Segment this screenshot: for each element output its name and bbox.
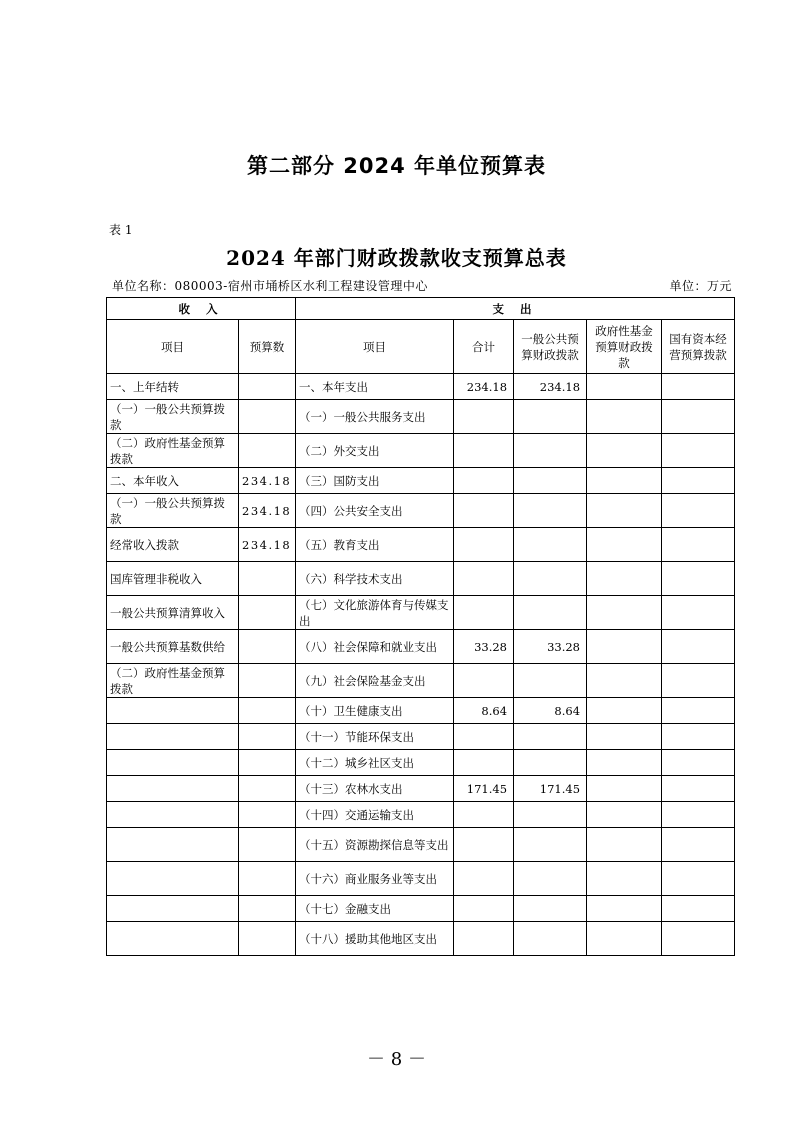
income-item-cell: [107, 776, 239, 802]
income-item-cell: 二、本年收入: [107, 468, 239, 494]
general-budget-cell: [514, 494, 587, 528]
income-item-cell: [107, 698, 239, 724]
unit-label: 单位：万元: [669, 279, 732, 293]
total-cell: [454, 828, 514, 862]
gov-fund-cell: [587, 528, 662, 562]
col-header-expense-item: 项目: [296, 320, 454, 374]
general-budget-cell: [514, 922, 587, 956]
gov-fund-cell: [587, 896, 662, 922]
income-item-cell: [107, 724, 239, 750]
header-row-columns: [107, 320, 735, 374]
state-capital-cell: [662, 434, 735, 468]
income-amount-cell: 234.18: [239, 494, 296, 528]
total-cell: 33.28: [454, 630, 514, 664]
state-capital-cell: [662, 596, 735, 630]
income-amount-cell: [239, 562, 296, 596]
general-budget-cell: [514, 562, 587, 596]
state-capital-cell: [662, 400, 735, 434]
gov-fund-cell: [587, 750, 662, 776]
income-amount-cell: [239, 802, 296, 828]
income-item-cell: （二）政府性基金预算拨款: [107, 664, 239, 698]
income-item-cell: [107, 828, 239, 862]
state-capital-cell: [662, 802, 735, 828]
income-item-cell: [107, 862, 239, 896]
general-budget-cell: [514, 664, 587, 698]
expense-item-cell: （六）科学技术支出: [296, 562, 454, 596]
table-row: [107, 468, 735, 494]
expense-header: 支 出: [296, 298, 735, 320]
gov-fund-cell: [587, 400, 662, 434]
income-item-cell: [107, 922, 239, 956]
general-budget-cell: 8.64: [514, 698, 587, 724]
col-header-general-budget: 一般公共预算财政拨款: [514, 320, 587, 374]
expense-item-cell: （五）教育支出: [296, 528, 454, 562]
expense-item-cell: （八）社会保障和就业支出: [296, 630, 454, 664]
table-row: [107, 896, 735, 922]
state-capital-cell: [662, 664, 735, 698]
state-capital-cell: [662, 562, 735, 596]
income-amount-cell: [239, 374, 296, 400]
expense-item-cell: （十六）商业服务业等支出: [296, 862, 454, 896]
expense-item-cell: （十二）城乡社区支出: [296, 750, 454, 776]
general-budget-cell: [514, 596, 587, 630]
table-row: [107, 494, 735, 528]
total-cell: [454, 802, 514, 828]
table-row: [107, 434, 735, 468]
income-amount-cell: [239, 724, 296, 750]
expense-item-cell: （十八）援助其他地区支出: [296, 922, 454, 956]
general-budget-cell: [514, 828, 587, 862]
state-capital-cell: [662, 630, 735, 664]
col-header-total: 合计: [454, 320, 514, 374]
general-budget-cell: 234.18: [514, 374, 587, 400]
total-cell: 234.18: [454, 374, 514, 400]
total-cell: [454, 922, 514, 956]
gov-fund-cell: [587, 494, 662, 528]
total-cell: [454, 434, 514, 468]
state-capital-cell: [662, 828, 735, 862]
table-row: [107, 374, 735, 400]
income-amount-cell: [239, 698, 296, 724]
gov-fund-cell: [587, 922, 662, 956]
state-capital-cell: [662, 724, 735, 750]
table-row: [107, 664, 735, 698]
expense-item-cell: （十五）资源勘探信息等支出: [296, 828, 454, 862]
income-amount-cell: [239, 664, 296, 698]
table-row: [107, 776, 735, 802]
expense-item-cell: （四）公共安全支出: [296, 494, 454, 528]
table-row: [107, 750, 735, 776]
budget-table: [106, 297, 735, 956]
expense-item-cell: （九）社会保险基金支出: [296, 664, 454, 698]
income-item-cell: 国库管理非税收入: [107, 562, 239, 596]
section-title: 第二部分 2024 年单位预算表: [246, 154, 547, 178]
expense-item-cell: （十）卫生健康支出: [296, 698, 454, 724]
header-row-group: [107, 298, 735, 320]
gov-fund-cell: [587, 434, 662, 468]
col-header-income-item: 项目: [107, 320, 239, 374]
total-cell: [454, 562, 514, 596]
gov-fund-cell: [587, 596, 662, 630]
total-cell: [454, 724, 514, 750]
income-amount-cell: [239, 862, 296, 896]
total-cell: 8.64: [454, 698, 514, 724]
income-amount-cell: [239, 400, 296, 434]
income-item-cell: 经常收入拨款: [107, 528, 239, 562]
unit-name: 单位名称：080003-宿州市埇桥区水利工程建设管理中心: [112, 279, 428, 293]
income-item-cell: [107, 896, 239, 922]
income-header: 收 入: [107, 298, 296, 320]
state-capital-cell: [662, 922, 735, 956]
income-item-cell: [107, 802, 239, 828]
income-amount-cell: [239, 750, 296, 776]
state-capital-cell: [662, 750, 735, 776]
gov-fund-cell: [587, 664, 662, 698]
income-amount-cell: 234.18: [239, 528, 296, 562]
col-header-gov-fund: 政府性基金预算财政拨款: [587, 320, 662, 374]
general-budget-cell: [514, 528, 587, 562]
total-cell: [454, 664, 514, 698]
table-row: [107, 562, 735, 596]
income-amount-cell: [239, 896, 296, 922]
general-budget-cell: [514, 434, 587, 468]
gov-fund-cell: [587, 562, 662, 596]
income-item-cell: 一般公共预算基数供给: [107, 630, 239, 664]
col-header-state-capital: 国有资本经营预算拨款: [662, 320, 735, 374]
general-budget-cell: 171.45: [514, 776, 587, 802]
total-cell: [454, 468, 514, 494]
state-capital-cell: [662, 862, 735, 896]
table-title: 2024 年部门财政拨款收支预算总表: [226, 246, 567, 270]
gov-fund-cell: [587, 698, 662, 724]
total-cell: 171.45: [454, 776, 514, 802]
total-cell: [454, 494, 514, 528]
table-row: [107, 862, 735, 896]
income-item-cell: （二）政府性基金预算拨款: [107, 434, 239, 468]
state-capital-cell: [662, 896, 735, 922]
income-amount-cell: [239, 828, 296, 862]
income-item-cell: （一）一般公共预算拨款: [107, 400, 239, 434]
income-item-cell: （一）一般公共预算拨款: [107, 494, 239, 528]
income-item-cell: 一般公共预算清算收入: [107, 596, 239, 630]
income-amount-cell: [239, 630, 296, 664]
expense-item-cell: （一）一般公共服务支出: [296, 400, 454, 434]
expense-item-cell: （三）国防支出: [296, 468, 454, 494]
income-item-cell: 一、上年结转: [107, 374, 239, 400]
table-row: [107, 922, 735, 956]
gov-fund-cell: [587, 630, 662, 664]
expense-item-cell: （二）外交支出: [296, 434, 454, 468]
income-item-cell: [107, 750, 239, 776]
table-row: [107, 400, 735, 434]
general-budget-cell: 33.28: [514, 630, 587, 664]
state-capital-cell: [662, 698, 735, 724]
table-row: [107, 528, 735, 562]
page-number: － 8 －: [367, 1049, 426, 1070]
income-amount-cell: [239, 922, 296, 956]
table-meta-row: [112, 277, 732, 294]
gov-fund-cell: [587, 862, 662, 896]
gov-fund-cell: [587, 374, 662, 400]
gov-fund-cell: [587, 724, 662, 750]
general-budget-cell: [514, 468, 587, 494]
general-budget-cell: [514, 802, 587, 828]
total-cell: [454, 862, 514, 896]
state-capital-cell: [662, 374, 735, 400]
table-row: [107, 802, 735, 828]
table-number: 表 1: [109, 223, 133, 237]
income-amount-cell: [239, 776, 296, 802]
expense-item-cell: （十四）交通运输支出: [296, 802, 454, 828]
table-row: [107, 596, 735, 630]
col-header-income-amount: 预算数: [239, 320, 296, 374]
table-row: [107, 828, 735, 862]
gov-fund-cell: [587, 776, 662, 802]
income-amount-cell: 234.18: [239, 468, 296, 494]
total-cell: [454, 400, 514, 434]
table-row: [107, 630, 735, 664]
state-capital-cell: [662, 468, 735, 494]
total-cell: [454, 896, 514, 922]
state-capital-cell: [662, 528, 735, 562]
general-budget-cell: [514, 400, 587, 434]
total-cell: [454, 528, 514, 562]
income-amount-cell: [239, 596, 296, 630]
table-row: [107, 698, 735, 724]
state-capital-cell: [662, 776, 735, 802]
expense-item-cell: （十三）农林水支出: [296, 776, 454, 802]
expense-item-cell: 一、本年支出: [296, 374, 454, 400]
general-budget-cell: [514, 896, 587, 922]
state-capital-cell: [662, 494, 735, 528]
total-cell: [454, 596, 514, 630]
gov-fund-cell: [587, 828, 662, 862]
gov-fund-cell: [587, 468, 662, 494]
expense-item-cell: （十一）节能环保支出: [296, 724, 454, 750]
expense-item-cell: （七）文化旅游体育与传媒支出: [296, 596, 454, 630]
expense-item-cell: （十七）金融支出: [296, 896, 454, 922]
table-row: [107, 724, 735, 750]
general-budget-cell: [514, 750, 587, 776]
general-budget-cell: [514, 724, 587, 750]
gov-fund-cell: [587, 802, 662, 828]
general-budget-cell: [514, 862, 587, 896]
income-amount-cell: [239, 434, 296, 468]
total-cell: [454, 750, 514, 776]
